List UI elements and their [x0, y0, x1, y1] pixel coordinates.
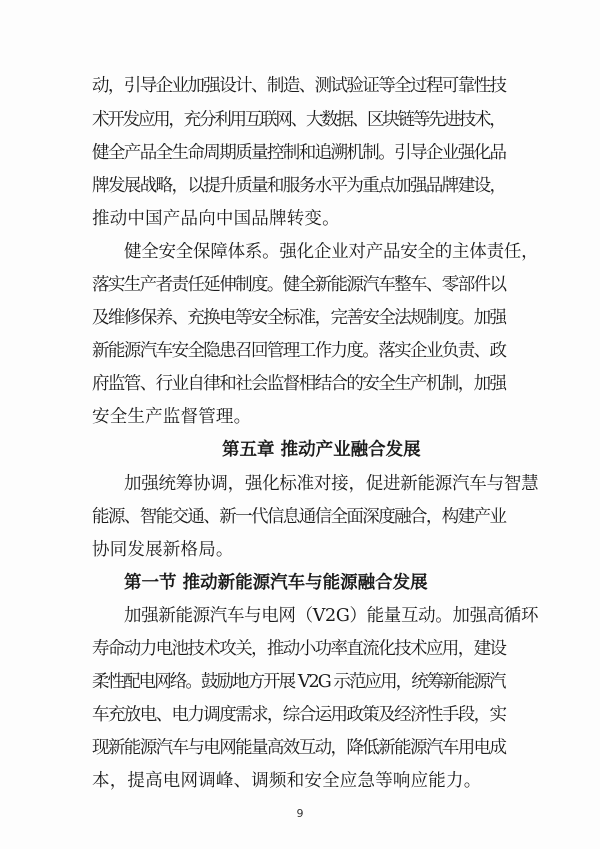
- section-heading: 第一节 推动新能源汽车与能源融合发展: [124, 573, 428, 593]
- text-line: 新能源汽车安全隐患召回管理工作力度。落实企业负责、政: [92, 341, 506, 361]
- text-line: 健全安全保障体系。强化企业对产品安全的主体责任，: [124, 242, 539, 262]
- page-number: 9: [296, 807, 304, 820]
- text-line: 推动中国产品向中国品牌转变。: [92, 209, 340, 229]
- text-line: 健全产品全生命周期质量控制和追溯机制。引导企业强化品: [92, 143, 506, 163]
- text-line: 安全生产监督管理。: [92, 407, 252, 427]
- text-line: 现新能源汽车与电网能量高效互动，降低新能源汽车用电成: [92, 738, 506, 758]
- text-line: 车充放电、电力调度需求，综合运用政策及经济性手段，实: [92, 705, 506, 725]
- text-line: 及维修保养、充换电等安全标准，完善安全法规制度。加强: [92, 308, 506, 328]
- chapter-heading: 第五章 推动产业融合发展: [222, 440, 421, 460]
- text-line: 术开发应用，充分利用互联网、大数据、区块链等先进技术，: [92, 110, 505, 130]
- text-line: 府监管、行业自律和社会监督相结合的安全生产机制，加强: [92, 374, 506, 394]
- text-line: 落实生产者责任延伸制度。健全新能源汽车整车、零部件以: [92, 275, 506, 295]
- text-line: 本，提高电网调峰、调频和安全应急等响应能力。: [92, 771, 482, 791]
- text-line: 寿命动力电池技术攻关，推动小功率直流化技术应用，建设: [92, 639, 506, 659]
- text-line: 能源、智能交通、新一代信息通信全面深度融合，构建产业: [92, 507, 506, 527]
- text-line: 协同发展新格局。: [92, 540, 234, 560]
- text-line: 加强统筹协调，强化标准对接，促进新能源汽车与智慧: [124, 474, 539, 494]
- text-line: 柔性配电网络。鼓励地方开展 V2G 示范应用，统筹新能源汽: [92, 672, 505, 692]
- text-line: 动，引导企业加强设计、制造、测试验证等全过程可靠性技: [92, 76, 506, 96]
- text-line: 加强新能源汽车与电网（V2G）能量互动。加强高循环: [124, 606, 539, 626]
- text-line: 牌发展战略，以提升质量和服务水平为重点加强品牌建设，: [92, 176, 506, 196]
